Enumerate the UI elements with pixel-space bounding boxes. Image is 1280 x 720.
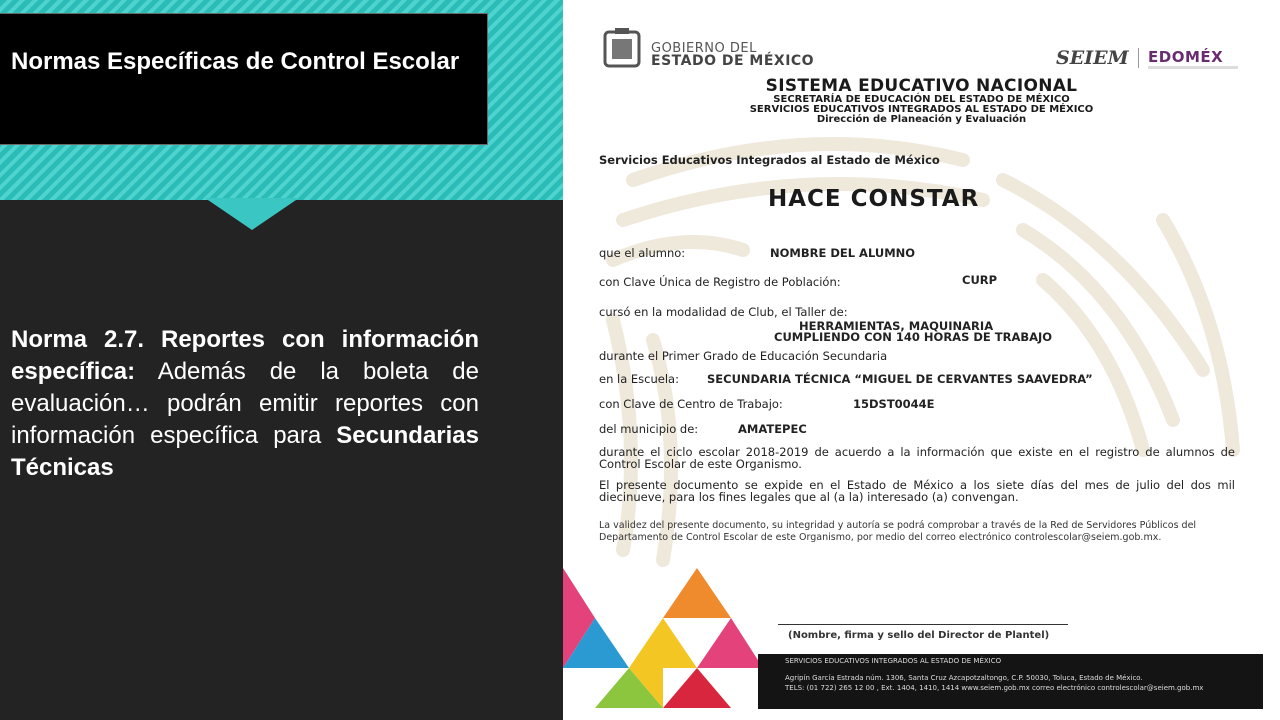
taller-horas: CUMPLIENDO CON 140 HORAS DE TRABAJO	[774, 330, 1053, 344]
footer-org: SERVICIOS EDUCATIVOS INTEGRADOS AL ESTADO DE MÉXICO	[785, 657, 1002, 665]
norma-text: Además de la boleta de evaluación… podrán emitir reportes con información específica para	[11, 358, 479, 449]
edomex-logo: EDOMÉX	[1148, 48, 1224, 66]
signature-line	[778, 624, 1068, 625]
validez-paragraph: La validez del presente documento, su integridad y autoría se podrá comprobar a través de la Red de Servidores Públicos del Departamento de Control Escolar de este Organismo, por medio del correo electrónico controlescolar@seiem.gob.mx.	[599, 520, 1197, 543]
org-name: Servicios Educativos Integrados al Estado de México	[599, 153, 940, 167]
municipio-label: del municipio de:	[599, 422, 699, 436]
constancia-document	[563, 0, 1280, 720]
gov-logo-text	[651, 42, 814, 68]
curp-value: CURP	[962, 273, 998, 287]
cct-value: 15DST0044E	[853, 397, 935, 411]
cct-label: con Clave de Centro de Trabajo:	[599, 397, 783, 411]
ciclo-paragraph: durante el ciclo escolar 2018-2019 de acuerdo a la información que existe en el registro de alumnos de Control Escolar de este Organismo.	[599, 445, 1235, 471]
seiem-logo: SEIEM	[1056, 47, 1129, 69]
taller-label: cursó en la modalidad de Club, el Taller de:	[599, 305, 848, 319]
left-panel	[0, 0, 563, 720]
gov-crest-logo	[599, 28, 645, 70]
municipio-value: AMATEPEC	[738, 422, 807, 436]
norma-paragraph	[11, 324, 479, 484]
escuela-label: en la Escuela:	[599, 372, 679, 386]
alumno-value: NOMBRE DEL ALUMNO	[770, 246, 916, 260]
norma-bold-end: Secundarias Técnicas	[11, 422, 479, 481]
edomex-tagline	[1148, 66, 1238, 69]
curp-label: con Clave Única de Registro de Población:	[599, 275, 841, 289]
header-sistema: SISTEMA EDUCATIVO NACIONAL	[765, 76, 1078, 96]
grado-line: durante el Primer Grado de Educación Secundaria	[599, 349, 888, 363]
signature-caption: (Nombre, firma y sello del Director de Plantel)	[788, 630, 1050, 641]
escuela-value: SECUNDARIA TÉCNICA “MIGUEL DE CERVANTES SAAVEDRA”	[707, 372, 1093, 386]
hace-constar-heading: HACE CONSTAR	[768, 186, 980, 212]
title-box	[0, 13, 488, 145]
slide-title: Normas Específicas de Control Escolar	[11, 48, 460, 75]
taller-value: HERRAMIENTAS, MAQUINARIA	[799, 319, 994, 333]
logo-separator	[1138, 48, 1139, 68]
footer-contact: TELS: (01 722) 265 12 00 , Ext. 1404, 1410, 1414 www.seiem.gob.mx correo electrónico controlescolar@seiem.gob.mx	[785, 684, 1204, 692]
gov-line2: ESTADO DE MÉXICO	[651, 53, 815, 69]
footer-address: Agripín García Estrada núm. 1306, Santa Cruz Azcapotzaltongo, C.P. 50030, Toluca, Estado de México.	[785, 674, 1143, 682]
teal-band-pointer	[205, 198, 299, 230]
expide-paragraph: El presente documento se expide en el Estado de México a los siete días del mes de julio del dos mil diecinueve, para los fines legales que al (a la) interesado (a) convengan.	[599, 478, 1235, 504]
header-direccion: Dirección de Planeación y Evaluación	[816, 114, 1027, 125]
alumno-label: que el alumno:	[599, 246, 686, 260]
header-servicios: SERVICIOS EDUCATIVOS INTEGRADOS AL ESTADO DE MÉXICO	[749, 104, 1094, 115]
norma-label: Norma 2.7. Reportes con información específica:	[11, 326, 479, 385]
gov-line1: GOBIERNO DEL	[651, 41, 757, 56]
header-secretaria: SECRETARÍA DE EDUCACIÓN DEL ESTADO DE MÉXICO	[773, 94, 1070, 105]
